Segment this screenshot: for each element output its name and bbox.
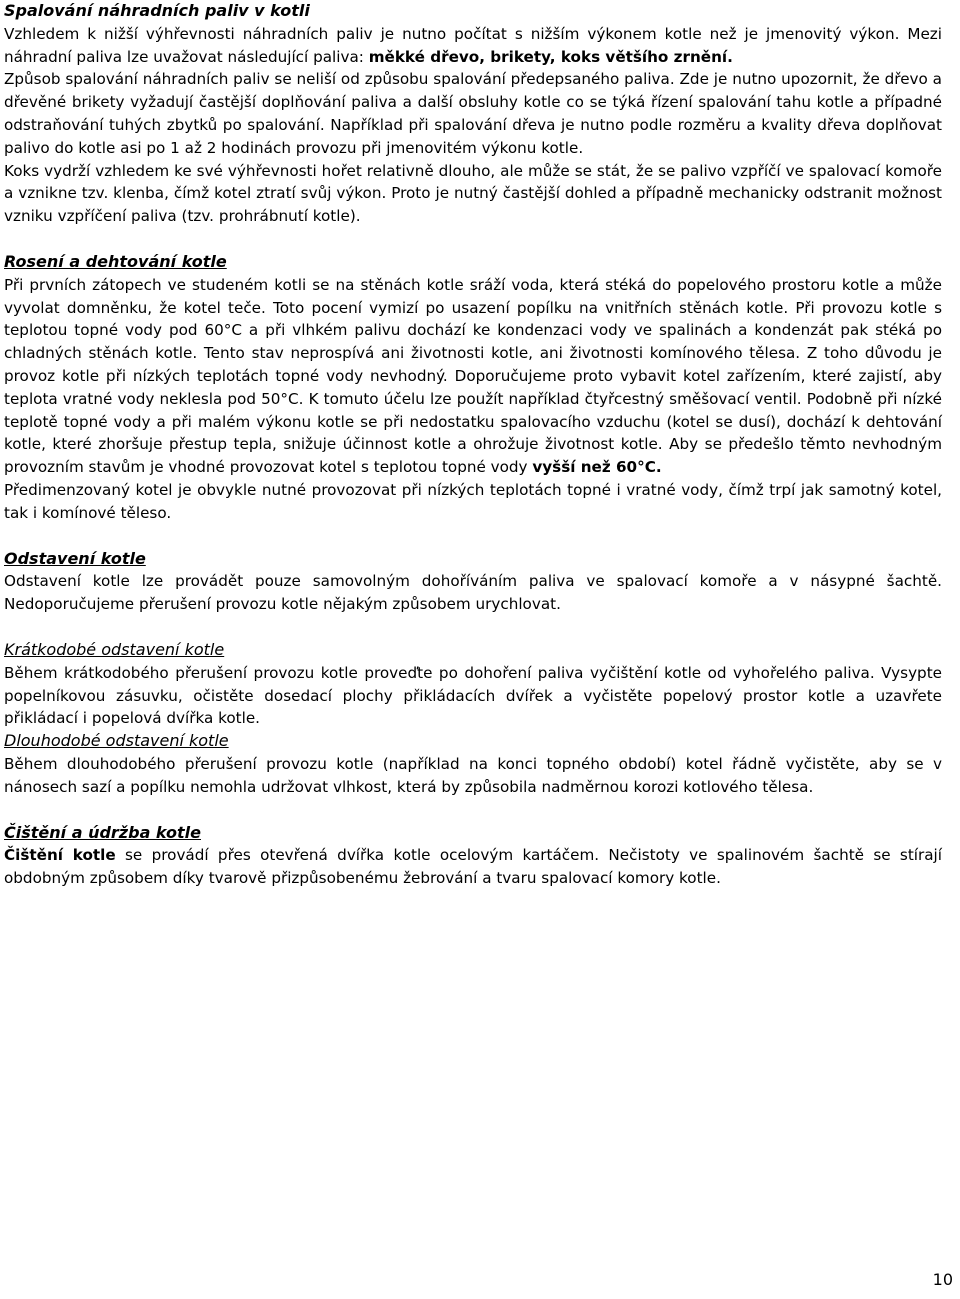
paragraph: Způsob spalování náhradních paliv se neliší od způsobu spalování předepsaného paliva. Zde je nutno upozornit, že dřevo a dřevěné brikety vyžadují častější doplňování paliva a další obsluhy kotle co se týká řízení spalování tahu kotle a případné odstraňování tuhých zbytků po spalování. Například při spalování dřeva je nutno podle rozměru a kvality dřeva doplňovat palivo do kotle asi po 1 až 2 hodinách provozu při jmenovitém výkonu kotle. [4,70,942,157]
paragraph: Během krátkodobého přerušení provozu kotle proveďte po dohoření paliva vyčištění kotle od vyhořelého paliva. Vysypte popelníkovou zásuvku, očistěte dosedací plochy přikládacích dvířek a vyčistěte popelový prostor kotle a uzavřete přikládací i popelová dvířka kotle. [4,663,942,728]
heading-cisteni: Čištění a údržba kotle [4,822,201,842]
document-page [4,0,942,890]
heading-roseni: Rosení a dehtování kotle [4,251,227,271]
paragraph: Vzhledem k nižší výhřevnosti náhradních paliv je nutno počítat s nižším výkonem kotle než je jmenovitý výkon. Mezi náhradní paliva lze uvažovat následující paliva: měkké dřevo, brikety, koks většího zrnění. [4,24,942,66]
heading-odstaveni: Odstavení kotle [4,548,146,568]
subheading-dlouhodobe: Dlouhodobé odstavení kotle [4,731,229,751]
paragraph: Předimenzovaný kotel je obvykle nutné provozovat při nízkých teplotách topné i vratné vody, čímž trpí jak samotný kotel, tak i komínové těleso. [4,480,942,522]
subheading-kratkodobe: Krátkodobé odstavení kotle [4,639,225,659]
paragraph: Čištění kotle se provádí přes otevřená dvířka kotle ocelovým kartáčem. Nečistoty ve spalinovém šachtě se stírají obdobným způsobem díky tvarově přizpůsobenému žebrování a tvaru spalovací komory kotle. [4,846,942,888]
heading-spalovani: Spalování náhradních paliv v kotli [4,1,310,20]
page-number: 10 [932,1270,953,1289]
paragraph: Koks vydrží vzhledem ke své výhřevnosti hořet relativně dlouho, ale může se stát, že se palivo vzpříčí ve spalovací komoře a vznikne tzv. klenba, čímž kotel ztratí svůj výkon. Proto je nutný častější dohled a případně mechanicky odstranit možnost vzniku vzpříčení paliva (tzv. prohrábnutí kotle). [4,161,942,226]
paragraph: Při prvních zátopech ve studeném kotli se na stěnách kotle sráží voda, která stéká do popelového prostoru kotle a může vyvolat domněnku, že kotel teče. Toto pocení vymizí po usazení popílku na vnitřních stěnách kotle. Při provozu kotle s teplotou topné vody pod 60°C a při vlhkém palivu dochází ke kondenzaci vody ve spalinách a kondenzát pak stéká po chladných stěnách kotle. Tento stav neprospívá ani životnosti kotle, ani životnosti komínového tělesa. Z toho důvodu je provoz kotle při nízkých teplotách topné vody nevhodný. Doporučujeme proto vybavit kotel zařízením, které zajistí, aby teplota vratné vody neklesla pod 50°C. K tomuto účelu lze použít například čtyřcestný směšovací ventil. Podobně při nízké teplotě topné vody a při malém výkonu kotle se při nedostatku spalovacího vzduchu (kotel se dusí), dochází k dehtování kotle, které zhoršuje přestup tepla, snižuje účinnost kotle a ohrožuje životnost kotle. Aby se předešlo těmto nevhodným provozním stavům je vhodné provozovat kotel s teplotou topné vody vyšší než 60°C. [4,275,942,477]
paragraph: Během dlouhodobého přerušení provozu kotle (například na konci topného období) kotel řádně vyčistěte, aby se v nánosech sazí a popílku nemohla udržovat vlhkost, která by způsobila nadměrnou korozi kotlového tělesa. [4,754,942,796]
paragraph: Odstavení kotle lze provádět pouze samovolným dohoříváním paliva ve spalovací komoře a v násypné šachtě. Nedoporučujeme přerušení provozu kotle nějakým způsobem urychlovat. [4,572,942,614]
